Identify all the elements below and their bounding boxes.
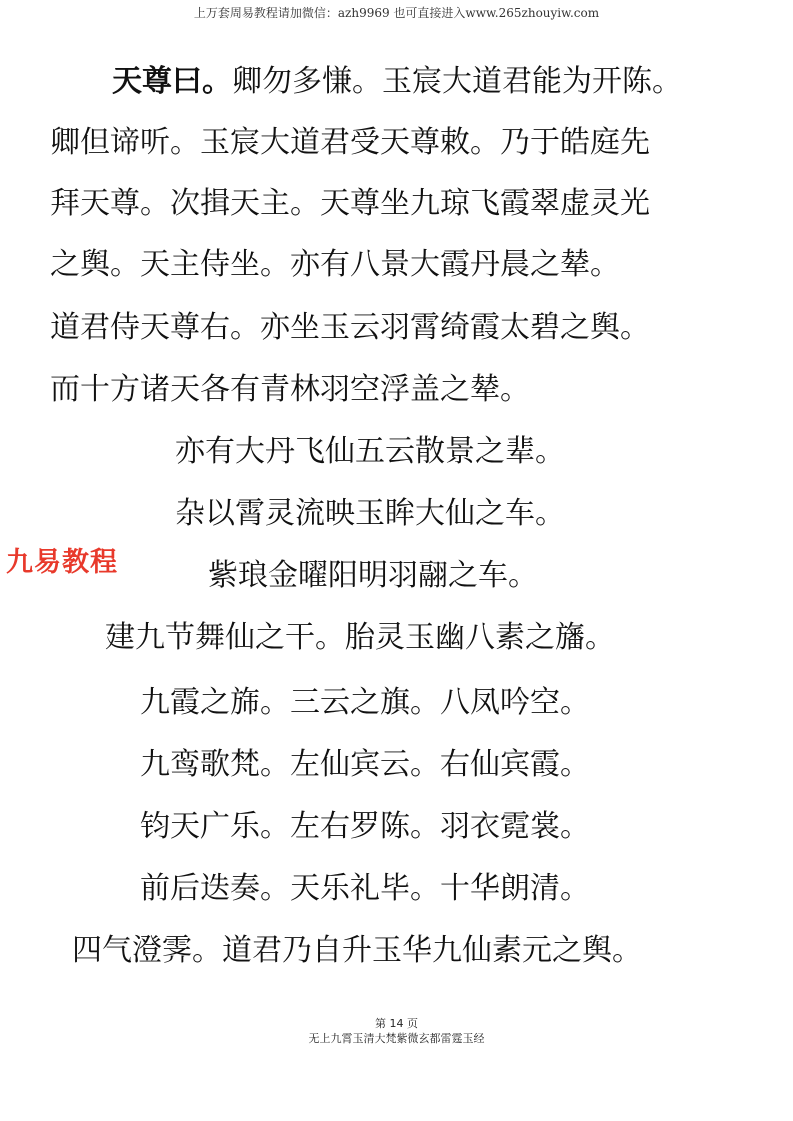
text-line-5: 道君侍天尊右。亦坐玉云羽霄绮霞太碧之舆。 (50, 310, 650, 345)
text-line-1-rest: 卿勿多慊。玉宸大道君能为开陈。 (232, 64, 682, 99)
text-line-12: 九鸾歌梵。左仙宾云。右仙宾霞。 (140, 747, 590, 782)
text-line-6: 而十方诸天各有青林羽空浮盖之辇。 (50, 372, 530, 407)
text-line-1 (112, 62, 682, 102)
text-line-14: 前后迭奏。天乐礼毕。十华朗清。 (140, 871, 590, 906)
page-header: 上万套周易教程请加微信：azh9969 也可直接进入www.265zhouyiw.com (193, 6, 600, 20)
text-line-11: 九霞之旆。三云之旗。八凤吟空。 (140, 685, 590, 720)
watermark-logo: 九易教程 (6, 547, 118, 578)
text-line-8: 杂以霄灵流映玉眸大仙之车。 (175, 496, 565, 531)
text-line-3: 拜天尊。次揖天主。天尊坐九琼飞霞翠虚灵光 (50, 186, 650, 221)
text-line-4: 之舆。天主侍坐。亦有八景大霞丹晨之辇。 (50, 247, 620, 282)
text-line-9: 紫琅金曜阳明羽翮之车。 (208, 558, 538, 593)
text-line-2: 卿但谛听。玉宸大道君受天尊敕。乃于皓庭先 (50, 125, 650, 160)
text-line-7: 亦有大丹飞仙五云散景之辈。 (175, 434, 565, 469)
book-title: 无上九霄玉清大梵紫微玄都雷霆玉经 (308, 1032, 485, 1045)
page-number: 第 14 页 (375, 1017, 418, 1030)
text-line-10: 建九节舞仙之干。胎灵玉幽八素之旛。 (105, 620, 615, 655)
text-line-13: 钧天广乐。左右罗陈。羽衣霓裳。 (140, 809, 590, 844)
text-line-15: 四气澄霁。道君乃自升玉华九仙素元之舆。 (72, 933, 642, 968)
lead-phrase: 天尊曰。 (112, 64, 232, 99)
